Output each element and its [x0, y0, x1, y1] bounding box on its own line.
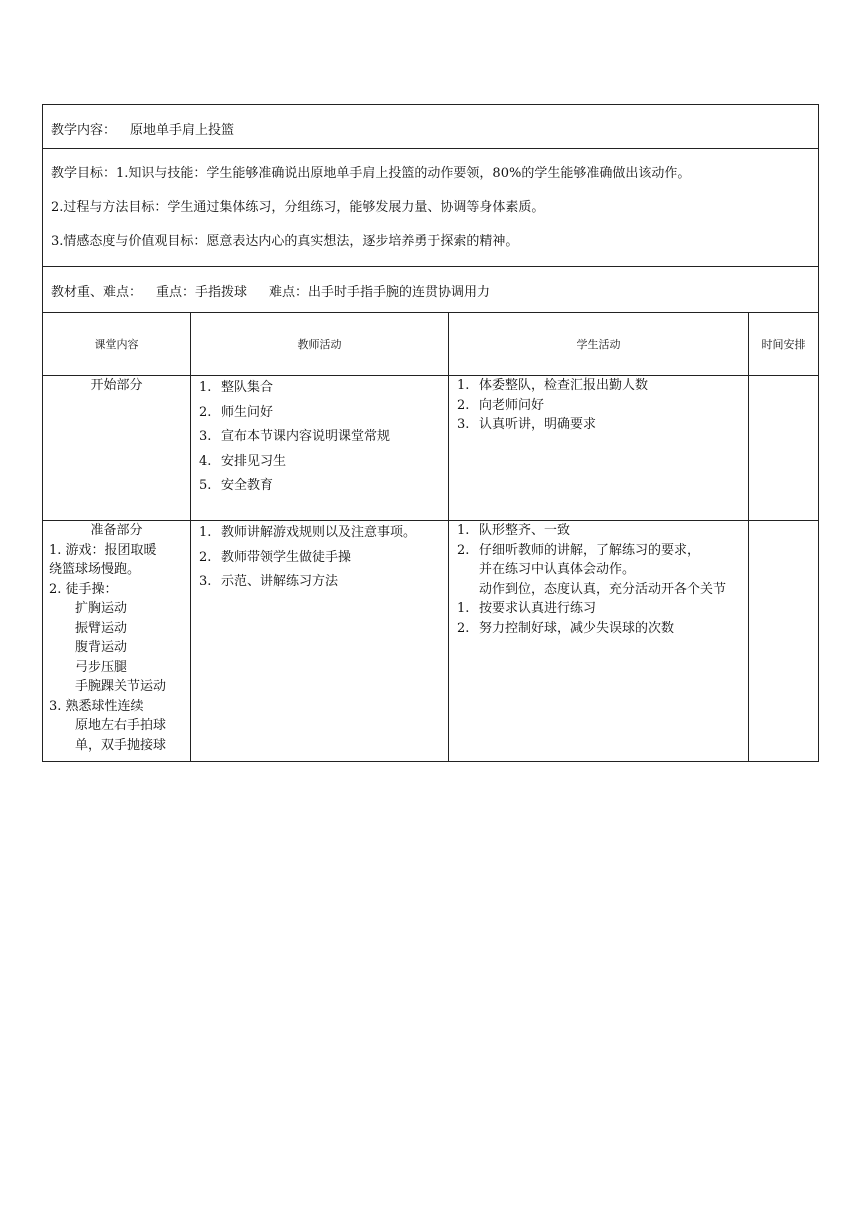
teacher-activity-item-number: 2.: [199, 549, 212, 565]
student-activity-item: [449, 560, 748, 580]
teacher-activity-item-number: 3.: [199, 574, 212, 589]
student-activity-item-text: 体委整队，检查汇报出勤人数: [479, 378, 649, 393]
student-activity-item-text: 努力控制好球，减少失误球的次数: [479, 620, 675, 636]
prep-title: 准备部分: [90, 523, 143, 538]
teacher-activity-item-number: 1.: [199, 525, 212, 540]
prep-section-row: [43, 521, 819, 762]
prep-content-list: [43, 541, 190, 756]
col-header-teacher: 教师活动: [191, 313, 449, 376]
prep-content-line: 手腕踝关节运动: [75, 679, 167, 694]
col-header-content: 课堂内容: [43, 313, 191, 376]
prep-content-line: 绕篮球场慢跑。: [49, 562, 141, 577]
student-activity-item: [449, 599, 748, 619]
start-student-list: [449, 376, 748, 435]
teacher-activity-item-text: 师生问好: [221, 404, 274, 420]
teacher-activity-item: [191, 425, 448, 450]
prep-content-line: 振臂运动: [75, 620, 128, 636]
student-activity-item-text: 认真听讲，明确要求: [479, 417, 597, 432]
student-activity-item: [449, 376, 748, 396]
teacher-activity-item: [191, 521, 448, 546]
focus-row: [43, 267, 819, 313]
student-activity-item-number: 1.: [457, 523, 470, 538]
teacher-activity-item: [191, 474, 448, 499]
focus-hard: 难点：出手时手指手腕的连贯协调用力: [269, 285, 491, 300]
focus-key: 重点：手指拨球: [156, 285, 248, 300]
col-header-time: 时间安排: [749, 313, 819, 376]
student-activity-item: [449, 541, 748, 561]
prep-time-cell: [749, 521, 819, 762]
start-section-row: [43, 376, 819, 521]
student-activity-item-text: 向老师问好: [479, 397, 545, 413]
goal-1: 1.知识与技能：学生能够准确说出原地单手肩上投篮的动作要领，80%的学生能够准确做出该动作。: [116, 166, 691, 181]
lesson-plan: [42, 104, 818, 762]
student-activity-item-number: 1.: [457, 378, 470, 393]
student-activity-item: [449, 521, 748, 541]
content-label: 教学内容：: [51, 123, 117, 138]
column-header-row: [43, 313, 819, 376]
student-activity-item-number: 3.: [457, 417, 470, 432]
col-header-student: 学生活动: [449, 313, 749, 376]
teacher-activity-item-text: 整队集合: [221, 380, 274, 395]
student-activity-item-text: 并在练习中认真体会动作。: [479, 562, 636, 577]
student-activity-item-number: 2.: [457, 542, 470, 558]
teacher-activity-item: [191, 376, 448, 401]
start-title: 开始部分: [90, 378, 143, 393]
goals-row: [43, 149, 819, 267]
student-activity-item: [449, 580, 748, 600]
student-activity-item-number: 1.: [457, 601, 470, 616]
teacher-activity-item-number: 4.: [199, 453, 212, 469]
content-row: [43, 105, 819, 149]
teacher-activity-item-number: 3.: [199, 429, 212, 444]
focus-label: 教材重、难点：: [51, 285, 143, 300]
teacher-activity-item-number: 5.: [199, 478, 212, 493]
student-activity-item-number: 2.: [457, 397, 470, 413]
teacher-activity-item: [191, 546, 448, 571]
teacher-activity-item-text: 教师讲解游戏规则以及注意事项。: [221, 525, 417, 540]
goal-2: 2.过程与方法目标：学生通过集体练习，分组练习，能够发展力量、协调等身体素质。: [51, 200, 545, 215]
student-activity-item: [449, 396, 748, 416]
student-activity-item: [449, 619, 748, 639]
teacher-activity-item-number: 2.: [199, 404, 212, 420]
start-time-cell: [749, 376, 819, 521]
goals-label: 教学目标：: [51, 166, 117, 181]
prep-content-line: 扩胸运动: [75, 601, 128, 616]
prep-content-line: 单，双手抛接球: [75, 737, 167, 753]
teacher-activity-item: [191, 450, 448, 475]
prep-teacher-list: [191, 521, 448, 595]
teacher-activity-item: [191, 401, 448, 426]
prep-content-line: 2. 徒手操：: [49, 581, 118, 597]
teacher-activity-item-text: 安排见习生: [221, 453, 287, 469]
prep-content-line: 弓步压腿: [75, 659, 128, 675]
prep-content-line: 原地左右手拍球: [75, 718, 167, 733]
prep-content-line: 3. 熟悉球性连续: [49, 698, 144, 714]
lesson-plan-table: [42, 104, 819, 762]
teacher-activity-item-text: 示范、讲解练习方法: [221, 574, 339, 589]
prep-content-line: 1. 游戏：报团取暖: [49, 542, 157, 558]
prep-student-list: [449, 521, 748, 638]
teacher-activity-item: [191, 570, 448, 595]
goal-3: 3.情感态度与价值观目标：愿意表达内心的真实想法，逐步培养勇于探索的精神。: [51, 234, 519, 249]
teacher-activity-item-number: 1.: [199, 380, 212, 395]
student-activity-item-text: 动作到位，态度认真，充分活动开各个关节: [479, 581, 727, 597]
student-activity-item: [449, 415, 748, 435]
student-activity-item-text: 队形整齐、一致: [479, 523, 571, 538]
teacher-activity-item-text: 安全教育: [221, 478, 274, 493]
student-activity-item-text: 按要求认真进行练习: [479, 601, 597, 616]
prep-content-line: 腹背运动: [75, 640, 128, 655]
student-activity-item-text: 仔细听教师的讲解，了解练习的要求，: [479, 542, 701, 558]
teacher-activity-item-text: 教师带领学生做徒手操: [221, 549, 352, 565]
start-teacher-list: [191, 376, 448, 499]
teacher-activity-item-text: 宣布本节课内容说明课堂常规: [221, 429, 391, 444]
content-value: 原地单手肩上投篮: [130, 123, 235, 138]
student-activity-item-number: 2.: [457, 620, 470, 636]
